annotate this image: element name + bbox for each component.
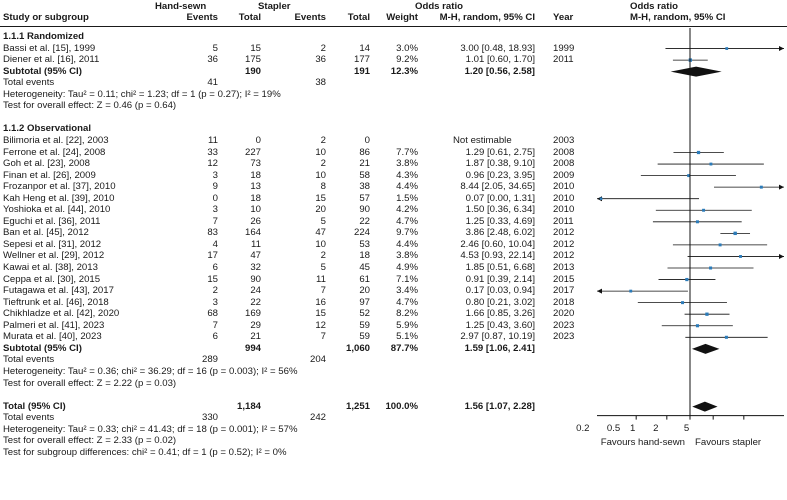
total-stapler: 1,251: [345, 400, 370, 412]
events-stapler: 2: [320, 42, 326, 54]
header-study: Study or subgroup: [3, 12, 89, 23]
year: 2012: [553, 238, 575, 250]
weight: 3.8%: [396, 250, 418, 262]
study-name: Finan et al. [26], 2009: [3, 169, 96, 181]
ci-arrow-right: [779, 254, 784, 259]
study-name: Ban et al. [45], 2012: [3, 227, 89, 239]
study-name: Ferrone et al. [24], 2008: [3, 146, 106, 158]
total-stapler: 53: [359, 238, 370, 250]
odds-ratio-ci: 0.96 [0.23, 3.95]: [465, 169, 535, 181]
heterogeneity-total: Heterogeneity: Tau² = 0.33; chi² = 41.43; df = 18 (p = 0.001); I² = 57%: [3, 423, 298, 435]
events-stapler: 47: [315, 227, 326, 239]
total-hand-sewn: 22: [250, 296, 261, 308]
weight: 4.2%: [396, 204, 418, 216]
total-hand-sewn: 29: [250, 319, 261, 331]
point-estimate: [696, 324, 699, 327]
events-stapler: 16: [315, 296, 326, 308]
weight: 4.7%: [396, 215, 418, 227]
year: 2008: [553, 146, 575, 158]
total-hand-sewn: 175: [244, 54, 261, 66]
total-hand-sewn: 21: [250, 331, 261, 343]
events-stapler: 8: [320, 181, 326, 193]
point-estimate: [709, 267, 712, 270]
subtotal-total-hand-sewn: 994: [244, 342, 261, 354]
ci-arrow-right: [779, 185, 784, 190]
header-hand-sewn: Hand-sewn: [155, 1, 207, 12]
events-hand-sewn: 3: [212, 169, 218, 181]
header-mh-random: M-H, random, 95% CI: [439, 12, 535, 23]
overall-effect: Test for overall effect: Z = 2.22 (p = 0.03): [3, 377, 177, 389]
year: 2023: [553, 331, 575, 343]
year: 2020: [553, 308, 575, 320]
study-name: Futagawa et al. [43], 2017: [3, 285, 114, 297]
total-hand-sewn: 15: [250, 42, 261, 54]
study-name: Frozanpor et al. [37], 2010: [3, 181, 116, 193]
point-estimate: [709, 163, 712, 166]
events-hand-sewn: 68: [207, 308, 218, 320]
point-estimate: [733, 232, 736, 235]
weight: 9.2%: [396, 54, 418, 66]
events-hand-sewn: 3: [212, 204, 218, 216]
events-hand-sewn: 11: [208, 134, 218, 146]
study-name: Tieftrunk et al. [46], 2018: [3, 296, 109, 308]
year: 2015: [553, 273, 575, 285]
events-stapler: 2: [320, 250, 326, 262]
study-name: Goh et al. [23], 2008: [3, 158, 90, 170]
events-stapler: 20: [315, 204, 326, 216]
overall-effect-total: Test for overall effect: Z = 2.33 (p = 0.02): [3, 435, 177, 447]
ci-arrow-right: [779, 46, 784, 51]
header-stapler: Stapler: [258, 1, 291, 12]
total-hand-sewn: 18: [250, 192, 261, 204]
header-odds-ratio-plot: Odds ratio: [630, 1, 678, 12]
header-events-1: Events: [186, 12, 218, 23]
study-name: Murata et al. [40], 2023: [3, 331, 102, 343]
total-events-label: Total events: [3, 354, 55, 366]
events-hand-sewn: 12: [207, 158, 218, 170]
weight: 4.4%: [396, 181, 418, 193]
total-stapler: 21: [359, 158, 370, 170]
year: 2018: [553, 296, 575, 308]
total-hand-sewn: 18: [250, 169, 261, 181]
subtotal-total-hand-sewn: 190: [244, 65, 261, 77]
events-hand-sewn: 7: [212, 319, 218, 331]
subtotal-weight: 87.7%: [390, 342, 418, 354]
total-hand-sewn: 164: [244, 227, 261, 239]
events-stapler: 2: [320, 134, 326, 146]
point-estimate: [739, 255, 742, 258]
x-tick-label: 1: [630, 422, 636, 434]
events-stapler: 10: [315, 238, 326, 250]
events-stapler: 7: [320, 331, 326, 343]
total-stapler: 14: [359, 42, 370, 54]
heterogeneity: Heterogeneity: Tau² = 0.36; chi² = 36.29; df = 16 (p = 0.003); I² = 56%: [3, 365, 298, 377]
total-stapler: 224: [353, 227, 370, 239]
total-events-stapler: 204: [309, 354, 326, 366]
weight: 3.4%: [396, 285, 418, 297]
events-hand-sewn: 3: [212, 296, 218, 308]
total-stapler: 52: [359, 308, 370, 320]
events-hand-sewn: 0: [212, 192, 218, 204]
weight: 4.7%: [396, 296, 418, 308]
odds-ratio-ci: 4.53 [0.93, 22.14]: [460, 250, 535, 262]
year: 2012: [553, 227, 575, 239]
point-estimate: [719, 243, 722, 246]
total-stapler: 61: [359, 273, 370, 285]
point-estimate: [685, 278, 688, 281]
events-stapler: 5: [320, 262, 326, 273]
header-mh-random-plot: M-H, random, 95% CI: [630, 12, 726, 23]
events-hand-sewn: 83: [207, 227, 218, 239]
point-estimate: [697, 151, 700, 154]
weight: 7.1%: [396, 273, 418, 285]
total-stapler: 59: [359, 331, 370, 343]
total-label: Total (95% CI): [3, 400, 66, 412]
subgroup-heading: 1.1.1 Randomized: [3, 31, 85, 42]
events-hand-sewn: 36: [207, 54, 218, 66]
point-estimate: [702, 209, 705, 212]
pooled-diamond: [692, 344, 719, 354]
study-name: Kah Heng et al. [39], 2010: [3, 192, 115, 204]
odds-ratio-ci: 2.97 [0.87, 10.19]: [460, 331, 535, 343]
odds-ratio-ci: 0.17 [0.03, 0.94]: [465, 285, 535, 297]
header-weight: Weight: [386, 12, 418, 23]
ci-arrow-left: [597, 289, 602, 294]
year: 2009: [553, 169, 575, 181]
pooled-diamond: [692, 402, 717, 412]
odds-ratio-ci: 0.80 [0.21, 3.02]: [465, 296, 535, 308]
year: 2011: [553, 215, 574, 227]
year: 2010: [553, 192, 575, 204]
total-events-label: Total events: [3, 77, 55, 89]
events-stapler: 10: [315, 169, 326, 181]
weight: 8.2%: [396, 308, 418, 320]
total-stapler: 177: [353, 54, 370, 66]
events-stapler: 12: [315, 319, 326, 331]
events-hand-sewn: 2: [212, 285, 218, 297]
total-hand-sewn: 26: [250, 215, 261, 227]
total-ci: 1.56 [1.07, 2.28]: [464, 400, 535, 412]
events-hand-sewn: 6: [212, 331, 218, 343]
events-stapler: 36: [315, 54, 326, 66]
subtotal-label: Subtotal (95% CI): [3, 342, 82, 354]
study-name: Sepesi et al. [31], 2012: [3, 238, 102, 250]
point-estimate: [725, 47, 728, 50]
events-hand-sewn: 17: [207, 250, 218, 262]
x-tick-label: 0.2: [576, 422, 590, 434]
weight: 1.5%: [396, 192, 418, 204]
study-name: Eguchi et al. [36], 2011: [3, 215, 101, 227]
total-stapler: 59: [359, 319, 370, 331]
year: 2012: [553, 250, 575, 262]
total-events-hand-sewn: 289: [201, 354, 218, 366]
odds-ratio-ci: 0.91 [0.39, 2.14]: [465, 273, 535, 285]
favours-hand-sewn-label: Favours hand-sewn: [600, 436, 685, 448]
subtotal-label: Subtotal (95% CI): [3, 65, 82, 77]
odds-ratio-ci: 3.00 [0.48, 18.93]: [460, 42, 535, 54]
study-name: Yoshioka et al. [44], 2010: [3, 204, 111, 216]
total-events-stapler: 38: [315, 77, 326, 89]
weight: 4.3%: [396, 169, 418, 181]
total-hand-sewn: 0: [255, 134, 261, 146]
total-stapler: 0: [364, 134, 370, 146]
year: 1999: [553, 42, 575, 54]
events-hand-sewn: 5: [212, 42, 218, 54]
total-hand-sewn: 227: [244, 146, 261, 158]
point-estimate: [760, 186, 763, 189]
total-stapler: 86: [359, 146, 370, 158]
point-estimate: [681, 301, 684, 304]
total-stapler: 20: [359, 285, 370, 297]
subgroup-differences: Test for subgroup differences: chi² = 0.41; df = 1 (p = 0.52); I² = 0%: [3, 446, 287, 458]
events-stapler: 5: [320, 215, 326, 227]
total-stapler: 90: [359, 204, 370, 216]
total-events-hand-sewn: 41: [207, 77, 218, 89]
odds-ratio-ci: 3.86 [2.48, 6.02]: [465, 227, 535, 239]
year: 2003: [553, 134, 575, 146]
events-hand-sewn: 4: [212, 238, 218, 250]
point-estimate: [600, 197, 603, 200]
odds-ratio-ci: 0.07 [0.00, 1.31]: [465, 192, 535, 204]
odds-ratio-ci: Not estimable: [453, 134, 512, 146]
total-stapler: 45: [359, 262, 370, 273]
odds-ratio-ci: 1.25 [0.43, 3.60]: [465, 319, 535, 331]
heterogeneity: Heterogeneity: Tau² = 0.11; chi² = 1.23; df = 1 (p = 0.27); I² = 19%: [3, 88, 281, 100]
year: 2011: [553, 54, 574, 66]
total-hand-sewn: 73: [250, 158, 261, 170]
total-hand-sewn: 24: [250, 285, 261, 297]
pooled-diamond: [671, 67, 722, 77]
point-estimate: [629, 290, 632, 293]
total-hand-sewn: 11: [251, 238, 261, 250]
study-name: Ceppa et al. [30], 2015: [3, 273, 101, 285]
study-name: Palmeri et al. [41], 2023: [3, 319, 105, 331]
events-stapler: 2: [320, 158, 326, 170]
odds-ratio-ci: 8.44 [2.05, 34.65]: [460, 181, 535, 193]
header-total-1: Total: [238, 12, 261, 23]
weight: 4.4%: [396, 238, 418, 250]
odds-ratio-ci: 1.85 [0.51, 6.68]: [465, 262, 535, 273]
odds-ratio-ci: 1.87 [0.38, 9.10]: [465, 158, 535, 170]
total-hand-sewn: 47: [250, 250, 261, 262]
odds-ratio-ci: 1.66 [0.85, 3.26]: [465, 308, 535, 320]
subtotal-ci: 1.59 [1.06, 2.41]: [464, 342, 535, 354]
odds-ratio-ci: 1.01 [0.60, 1.70]: [465, 54, 535, 66]
events-stapler: 15: [315, 192, 326, 204]
events-hand-sewn: 6: [212, 262, 218, 273]
weight: 5.1%: [396, 331, 418, 343]
total-hand-sewn: 13: [250, 181, 261, 193]
year: 2010: [553, 181, 575, 193]
total-hand-sewn: 32: [250, 262, 261, 273]
study-name: Wellner et al. [29], 2012: [3, 250, 105, 262]
odds-ratio-ci: 1.29 [0.61, 2.75]: [465, 146, 535, 158]
total-hand-sewn: 10: [250, 204, 261, 216]
weight: 4.9%: [396, 262, 418, 273]
events-hand-sewn: 15: [207, 273, 218, 285]
point-estimate: [705, 313, 708, 316]
header-year: Year: [553, 12, 574, 23]
point-estimate: [696, 220, 699, 223]
total-events-hand-sewn: 330: [201, 412, 218, 424]
study-name: Chikhladze et al. [42], 2020: [3, 308, 120, 320]
year: 2008: [553, 158, 575, 170]
total-hand-sewn: 169: [244, 308, 261, 320]
total-hand-sewn: 90: [250, 273, 261, 285]
events-stapler: 15: [315, 308, 326, 320]
study-name: Bassi et al. [15], 1999: [3, 42, 96, 54]
x-tick-label: 5: [683, 422, 690, 434]
overall-effect: Test for overall effect: Z = 0.46 (p = 0.64): [3, 100, 177, 112]
total-hand-sewn: 1,184: [236, 400, 261, 412]
year: 2023: [553, 319, 575, 331]
total-events-label: Total events: [3, 412, 55, 424]
total-stapler: 18: [359, 250, 370, 262]
events-hand-sewn: 7: [212, 215, 218, 227]
total-events-stapler: 242: [309, 412, 326, 424]
subgroup-heading: 1.1.2 Observational: [3, 123, 91, 135]
subtotal-total-stapler: 1,060: [345, 342, 370, 354]
study-name: Diener et al. [16], 2011: [3, 54, 100, 66]
total-stapler: 58: [359, 169, 370, 181]
events-stapler: 7: [320, 285, 326, 297]
favours-stapler-label: Favours stapler: [695, 436, 762, 448]
year: 2010: [553, 204, 575, 216]
total-stapler: 57: [359, 192, 370, 204]
odds-ratio-ci: 1.25 [0.33, 4.69]: [465, 215, 535, 227]
events-hand-sewn: 33: [207, 146, 218, 158]
weight: 7.7%: [396, 146, 418, 158]
weight: 3.0%: [396, 42, 418, 54]
subtotal-weight: 12.3%: [390, 65, 418, 77]
weight: 5.9%: [396, 319, 418, 331]
header-events-2: Events: [294, 12, 326, 23]
x-tick-label: 0.5: [606, 422, 621, 434]
subtotal-ci: 1.20 [0.56, 2.58]: [464, 65, 535, 77]
total-weight: 100.0%: [385, 400, 418, 412]
odds-ratio-ci: 1.50 [0.36, 6.34]: [465, 204, 535, 216]
total-stapler: 22: [359, 215, 370, 227]
x-tick-label: 2: [653, 422, 659, 434]
year: 2017: [553, 285, 575, 297]
events-hand-sewn: 9: [212, 181, 218, 193]
total-stapler: 97: [359, 296, 370, 308]
year: 2013: [553, 262, 575, 273]
events-stapler: 10: [315, 146, 326, 158]
header-total-2: Total: [347, 12, 370, 23]
weight: 9.7%: [396, 227, 418, 239]
events-stapler: 11: [316, 273, 326, 285]
subtotal-total-stapler: 191: [353, 65, 370, 77]
study-name: Bilimoria et al. [22], 2003: [3, 134, 109, 146]
weight: 3.8%: [396, 158, 418, 170]
header-odds-ratio: Odds ratio: [415, 1, 463, 12]
total-stapler: 38: [359, 181, 370, 193]
study-name: Kawai et al. [38], 2013: [3, 262, 98, 273]
odds-ratio-ci: 2.46 [0.60, 10.04]: [460, 238, 535, 250]
point-estimate: [725, 336, 728, 339]
